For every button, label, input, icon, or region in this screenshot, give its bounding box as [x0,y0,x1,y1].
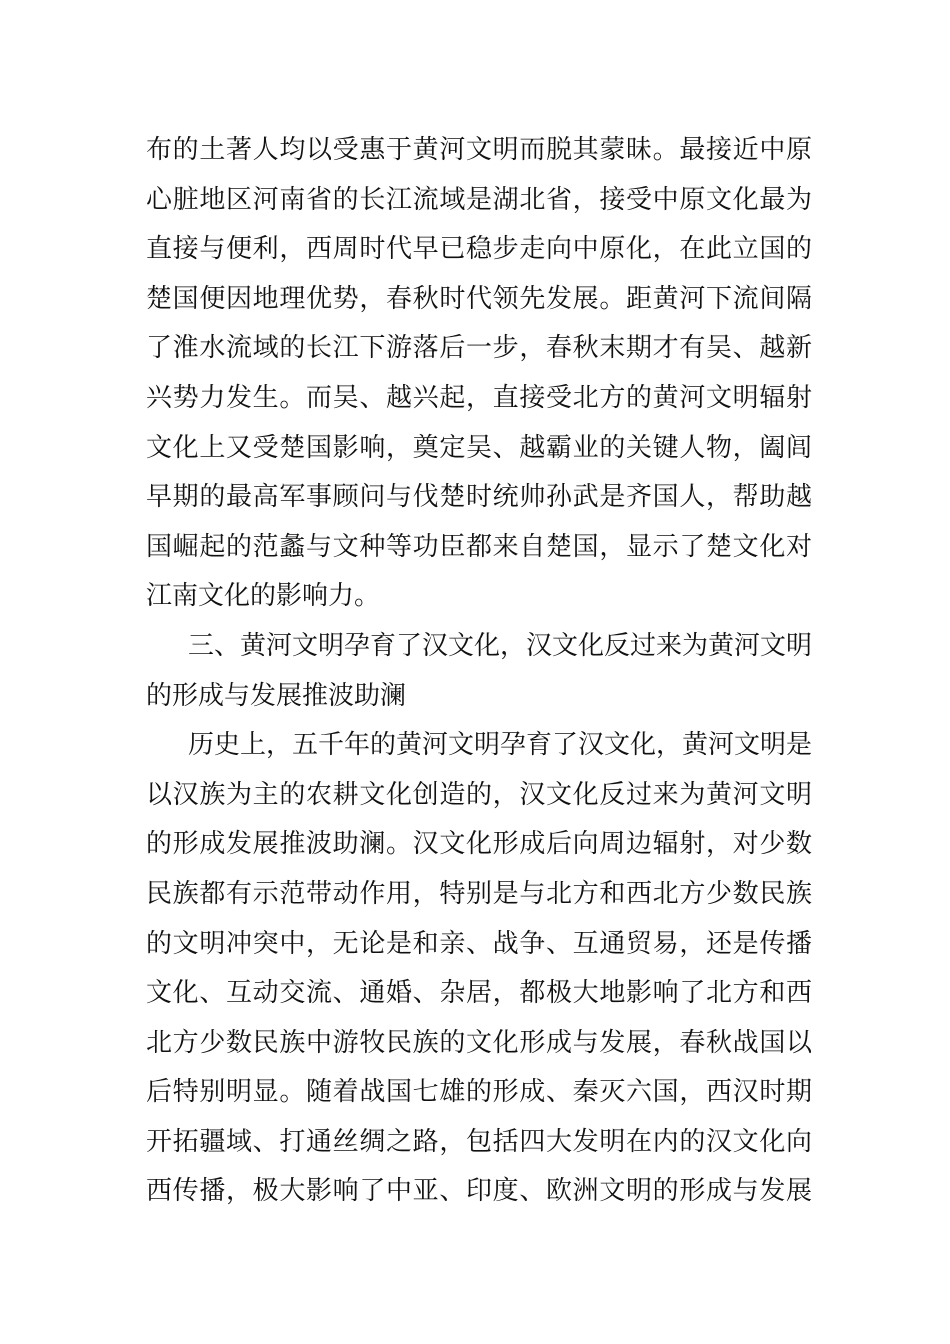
paragraph-continuation [146,126,812,622]
text-line: 国崛起的范蠡与文种等功臣都来自楚国，显示了楚文化对 [146,531,812,562]
paragraph [146,721,812,1217]
text-line: 北方少数民族中游牧民族的文化形成与发展，春秋战国以 [146,1027,812,1058]
document-body [146,126,812,1217]
text-line: 布的土著人均以受惠于黄河文明而脱其蒙昧。最接近中原 [146,135,812,165]
text-line: 了淮水流域的长江下游落后一步，春秋末期才有吴、越新 [146,333,812,364]
text-line: 的文明冲突中，无论是和亲、战争、互通贸易，还是传播 [146,928,812,959]
text-line: 的形成发展推波助澜。汉文化形成后向周边辐射，对少数 [146,829,812,860]
text-line: 楚国便因地理优势，春秋时代领先发展。距黄河下流间隔 [146,283,812,314]
heading-line: 三、黄河文明孕育了汉文化，汉文化反过来为黄河文明 [188,630,813,661]
heading-line: 的形成与发展推波助澜 [146,680,407,711]
text-line: 直接与便利，西周时代早已稳步走向中原化，在此立国的 [146,234,812,265]
text-line: 后特别明显。随着战国七雄的形成、秦灭六国，西汉时期 [146,1077,812,1108]
text-line: 文化上又受楚国影响，奠定吴、越霸业的关键人物，阖闾 [146,432,812,463]
text-line: 历史上，五千年的黄河文明孕育了汉文化，黄河文明是 [188,730,813,761]
text-line: 民族都有示范带动作用，特别是与北方和西北方少数民族 [146,878,812,909]
text-line: 心脏地区河南省的长江流域是湖北省，接受中原文化最为 [146,184,812,215]
text-line: 早期的最高军事顾问与伐楚时统帅孙武是齐国人，帮助越 [146,482,812,513]
section-heading [146,622,812,721]
text-line: 江南文化的影响力。 [146,581,381,612]
text-line: 文化、互动交流、通婚、杂居，都极大地影响了北方和西 [146,978,812,1009]
text-line: 兴势力发生。而吴、越兴起，直接受北方的黄河文明辐射 [146,382,812,413]
text-line: 西传播，极大影响了中亚、印度、欧洲文明的形成与发展 [146,1176,812,1207]
text-line: 开拓疆域、打通丝绸之路，包括四大发明在内的汉文化向 [146,1126,812,1157]
text-line: 以汉族为主的农耕文化创造的，汉文化反过来为黄河文明 [146,779,812,810]
